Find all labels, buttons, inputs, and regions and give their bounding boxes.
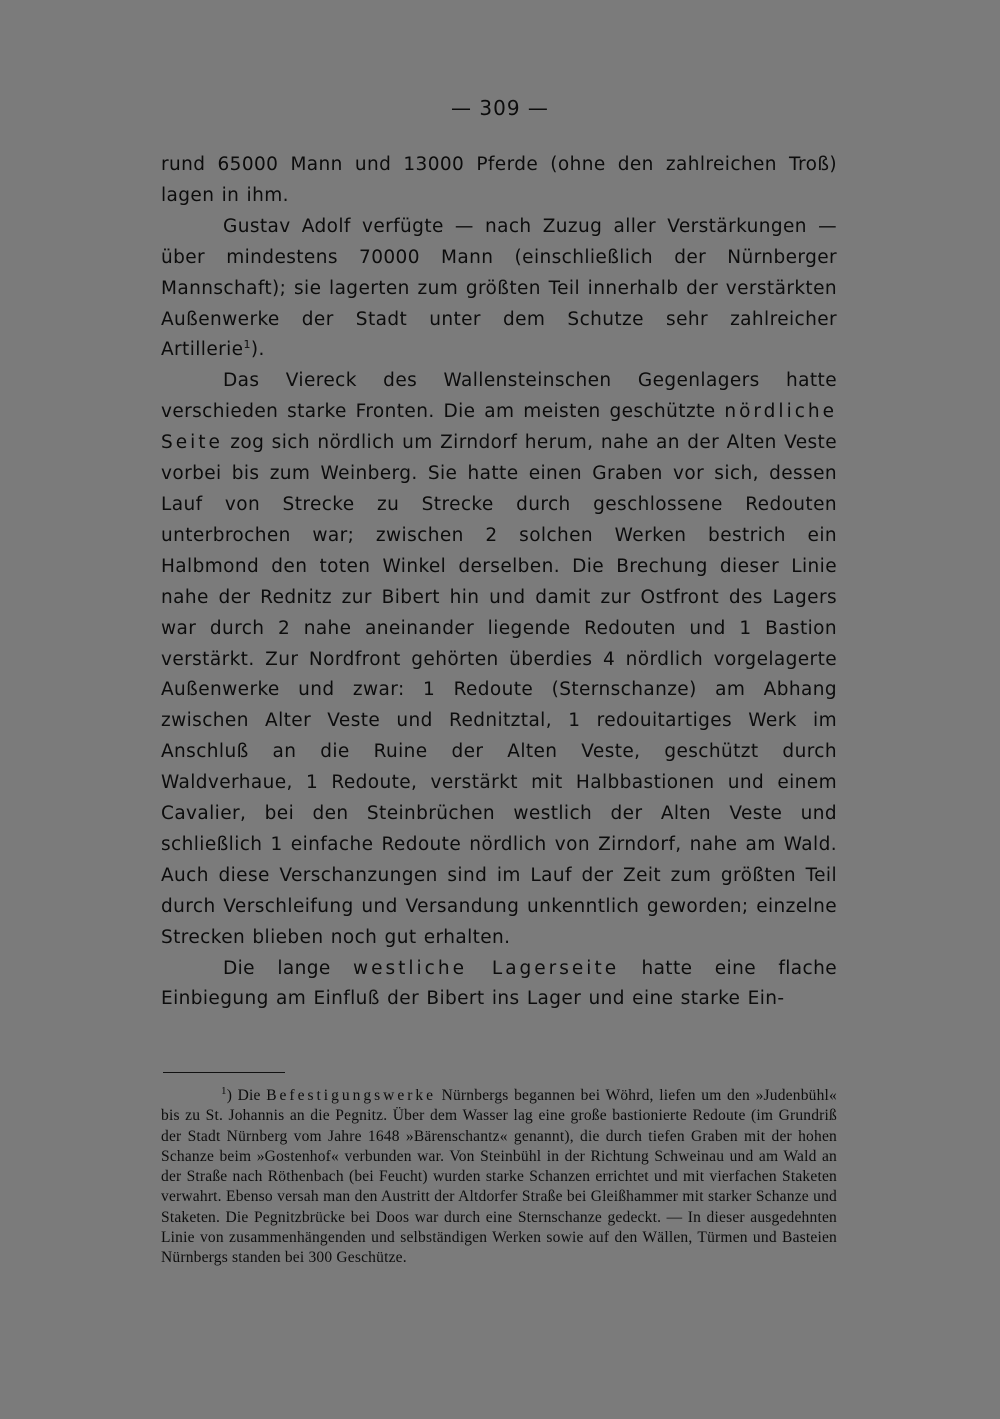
paragraph-text: hatte eine flache Einbiegung am Einfluß der Bibert ins Lager und eine starke Ein- xyxy=(161,957,837,1010)
emphasized-text: nördliche Seite xyxy=(161,401,837,454)
footnote-text: Nürnbergs begannen bei Wöhrd, liefen um den »Judenbühl« bis zu St. Johannis an die Pegnitz. Über dem Wasser lag eine große bastionierte Redoute (im Grundriß der Stadt Nürnberg vom Jahre 1648 »Bärenschantz« genannt), die durch tiefen Graben mit der hohen Schanze beim »Gostenhof« verbunden war. Von Steinbühl in der Richtung Schweinau und am Wald an der Straße nach Röthenbach (bei Feucht) wurden starke Schanzen errichtet und mit vierfachen Staketen verwahrt. Ebenso versah man den Austritt der Altdorfer Straße bei Gleißhammer mit starker Schanze und Staketen. Die Pegnitzbrücke bei Doos war durch eine Sternschanze gedeckt. — In dieser ausgedehnten Linie von zusammenhängenden und selbständigen Werken sowie auf den Wällen, Türmen und Basteien Nürnbergs standen bei 300 Geschütze. xyxy=(161,1087,838,1267)
footnote-text: ) Die xyxy=(226,1087,267,1104)
paragraph-text: rund 65000 Mann und 13000 Pferde (ohne den zahlreichen Troß) lagen in ihm. xyxy=(161,154,837,206)
paragraph-text: Die lange xyxy=(223,957,353,979)
emphasized-text: Befestigungswerke xyxy=(266,1087,437,1104)
footnote-marker: 1 xyxy=(221,1084,227,1097)
footnote-separator xyxy=(163,1072,285,1073)
paragraph-4 xyxy=(161,954,837,1016)
main-text xyxy=(161,150,837,1015)
paragraph-text: zog sich nördlich um Zirndorf herum, nahe an der Alten Veste vorbei bis zum Weinberg. Sie hatte einen Graben vor sich, dessen Lauf von Strecke zu Strecke durch geschlossene Redouten unterbrochen war; zwischen 2 solchen Werken bestrich ein Halbmond den toten Winkel derselben. Die Brechung dieser Linie nahe der Rednitz zur Bibert hin und damit zur Ostfront des Lagers war durch 2 nahe aneinander liegende Redouten und 1 Bastion verstärkt. Zur Nordfront gehörten überdies 4 nördlich vorgelagerte Außenwerke und zwar: 1 Redoute (Sternschanze) am Abhang zwischen Alter Veste und Rednitztal, 1 redouitartiges Werk im Anschluß an die Ruine der Alten Veste, geschützt durch Waldverhaue, 1 Redoute, verstärkt mit Halbbastionen und einem Cavalier, bei den Steinbrüchen westlich der Alten Veste und schließlich 1 einfache Redoute nördlich von Zirndorf, nahe am Wald. Auch diese Verschanzungen sind im Lauf der Zeit zum größten Teil durch Verschleifung und Versandung unkenntlich geworden; einzelne Strecken blieben noch gut erhalten. xyxy=(161,432,837,948)
paragraph-text: Gustav Adolf verfügte — nach Zuzug aller Verstärkungen — über mindestens 70000 Mann (einschließlich der Nürnberger Mannschaft); sie lagerten zum größten Teil innerhalb der verstärkten Außenwerke der Stadt unter dem Schutze sehr zahlreicher Artillerie xyxy=(161,215,837,361)
footnote-reference[interactable]: 1 xyxy=(243,338,251,352)
paragraph-1 xyxy=(161,150,837,212)
paragraph-text: ). xyxy=(250,339,265,361)
footnote-1 xyxy=(161,1086,837,1269)
paragraph-2 xyxy=(161,212,837,367)
paragraph-3 xyxy=(161,366,837,953)
emphasized-text: westliche Lagerseite xyxy=(353,957,620,979)
paragraph-text: Das Viereck des Wallensteinschen Gegenlagers hatte verschieden starke Fronten. Die am meisten geschützte xyxy=(161,370,837,423)
page-number: — 309 — xyxy=(451,96,549,120)
footnote-area xyxy=(161,1086,837,1269)
